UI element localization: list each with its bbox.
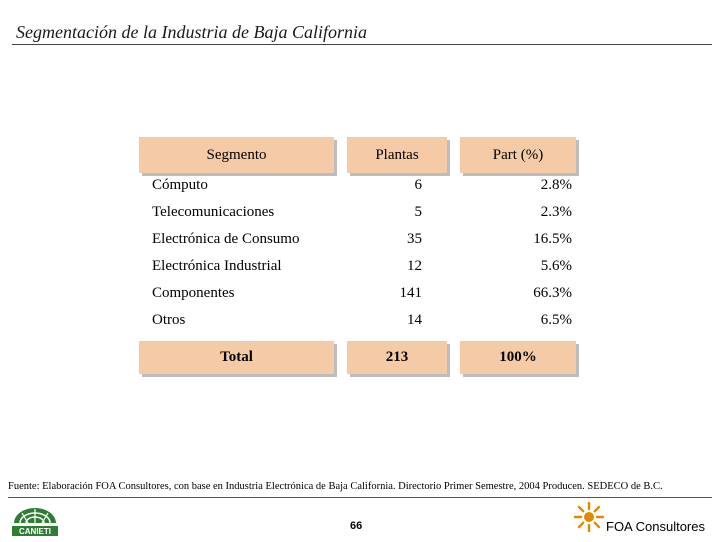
- row-segment: Otros: [152, 312, 186, 328]
- table-row: [152, 308, 582, 335]
- title-divider: [12, 44, 712, 45]
- table-row: [152, 173, 582, 200]
- sun-logo-icon: [574, 502, 604, 532]
- row-plants: 141: [399, 285, 422, 301]
- company-name: FOA Consultores: [606, 519, 705, 534]
- row-segment: Telecomunicaciones: [152, 204, 275, 220]
- table-row: [152, 254, 582, 281]
- row-share: 66.3%: [533, 285, 572, 301]
- page-title: Segmentación de la Industria de Baja California: [16, 22, 367, 42]
- row-segment: Electrónica Industrial: [152, 258, 282, 274]
- row-segment: Componentes: [152, 285, 235, 301]
- row-plants: 35: [407, 231, 422, 247]
- row-share: 5.6%: [540, 258, 572, 274]
- source-note: Fuente: Elaboración FOA Consultores, con base en Industria Electrónica de Baja California. Directorio Primer Semestre, 2004 Producen. SEDECO de B.C.: [8, 481, 663, 492]
- table-row: [152, 200, 582, 227]
- table-row: [152, 281, 582, 308]
- row-share: 2.8%: [540, 177, 572, 193]
- row-plants: 6: [414, 177, 422, 193]
- row-plants: 12: [407, 258, 422, 274]
- row-segment: Electrónica de Consumo: [152, 231, 300, 247]
- header-share: Part (%): [460, 137, 576, 173]
- row-share: 2.3%: [540, 204, 572, 220]
- header-segment: Segmento: [139, 137, 334, 173]
- canieti-logo: [8, 503, 62, 537]
- svg-text:CANIETI: CANIETI: [19, 527, 51, 536]
- row-plants: 14: [407, 312, 422, 328]
- table-row: [152, 227, 582, 254]
- row-share: 6.5%: [540, 312, 572, 328]
- footer-divider: [8, 497, 712, 498]
- row-share: 16.5%: [533, 231, 572, 247]
- canieti-logo-icon: [8, 503, 62, 537]
- row-plants: 5: [414, 204, 422, 220]
- total-plants: 213: [347, 341, 447, 374]
- total-label: Total: [139, 341, 334, 374]
- header-plants: Plantas: [347, 137, 447, 173]
- row-segment: Cómputo: [152, 177, 208, 193]
- page-number: 66: [350, 520, 363, 532]
- total-share: 100%: [460, 341, 576, 374]
